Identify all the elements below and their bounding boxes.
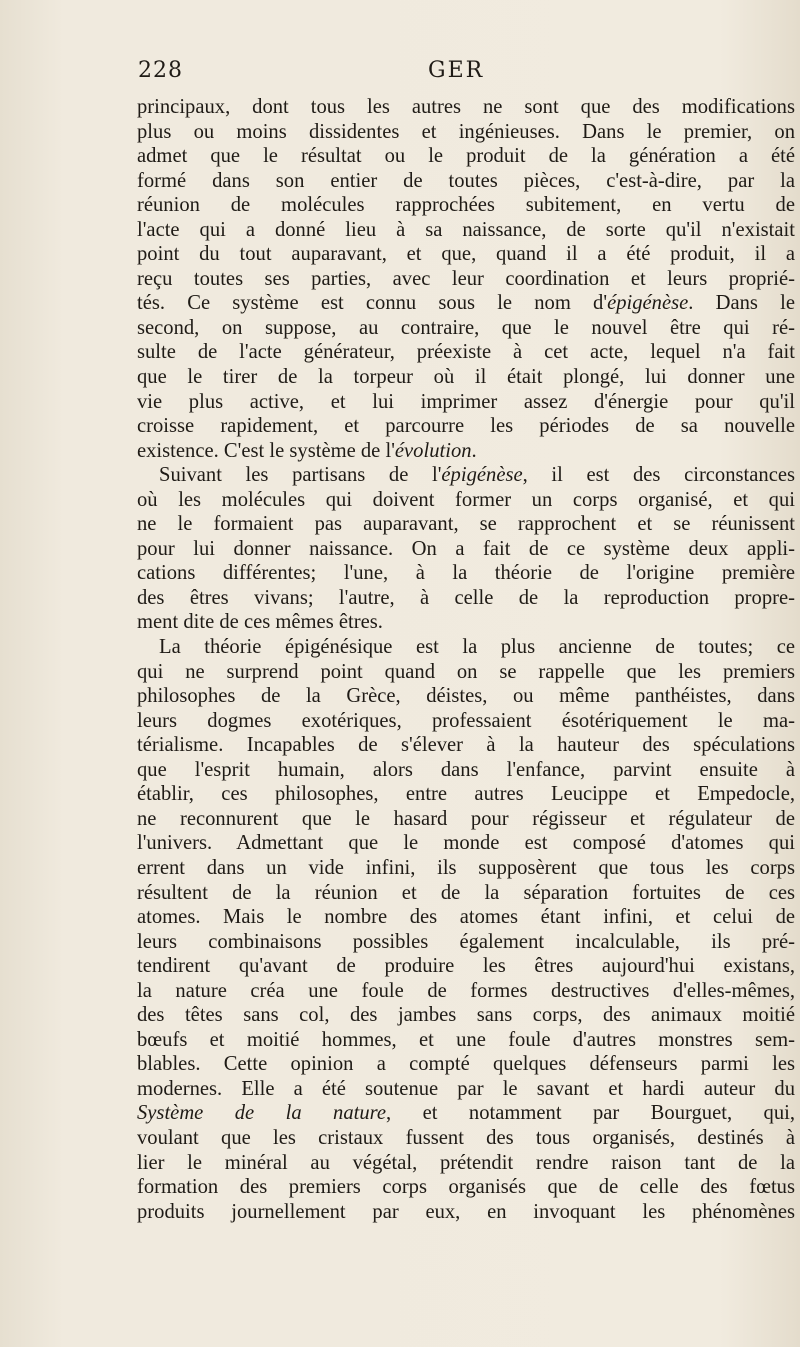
text-line: principaux, dont tous les autres ne sont que des modifications — [137, 96, 795, 118]
text-line: plus ou moins dissidentes et ingénieuses. Dans le premier, on — [137, 120, 795, 143]
text-line: qui ne surprend point quand on se rappelle que les premiers — [137, 660, 795, 683]
text-line: point du tout auparavant, et que, quand il a été produit, il a — [137, 243, 795, 266]
text-line: résultent de la réunion et de la séparation fortuites de ces — [137, 881, 795, 904]
text-line: philosophes de la Grèce, déistes, ou même panthéistes, dans — [137, 685, 795, 708]
text-line-paragraph-end: ment dite de ces mêmes êtres. — [137, 611, 383, 634]
text-line: croisse rapidement, et parcourre les périodes de sa nouvelle — [137, 415, 795, 438]
running-head: GER — [428, 58, 485, 83]
text-line: atomes. Mais le nombre des atomes étant infini, et celui de — [137, 906, 795, 929]
text-line-paragraph-start: Suivant les partisans de l'épigénèse, il est des circonstances — [159, 464, 795, 487]
text-line: produits journellement par eux, en invoquant les phénomènes — [137, 1200, 795, 1223]
text-line: formation des premiers corps organisés que de celle des fœtus — [137, 1176, 795, 1199]
text-line: tés. Ce système est connu sous le nom d'épigénèse. Dans le — [137, 292, 795, 315]
text-line: lier le minéral au végétal, prétendit rendre raison tant de la — [137, 1151, 795, 1174]
text-line: second, on suppose, au contraire, que le nouvel être qui ré- — [137, 316, 795, 339]
text-line: établir, ces philosophes, entre autres Leucippe et Empedocle, — [137, 783, 795, 806]
text-line: reçu toutes ses parties, avec leur coordination et leurs proprié- — [137, 267, 795, 290]
text-line: ne le formaient pas auparavant, se rapprochent et se réunissent — [137, 513, 795, 536]
text-line: modernes. Elle a été soutenue par le savant et hardi auteur du — [137, 1077, 795, 1100]
text-line: cations différentes; l'une, à la théorie de l'origine première — [137, 562, 795, 585]
text-line: leurs combinaisons possibles également incalculable, ils pré- — [137, 930, 795, 953]
text-line: errent dans un vide infini, ils supposèrent que tous les corps — [137, 856, 795, 879]
text-line: que l'esprit humain, alors dans l'enfance, parvint ensuite à — [137, 758, 795, 781]
text-line: où les molécules qui doivent former un corps organisé, et qui — [137, 488, 795, 511]
text-line: ne reconnurent que le hasard pour régisseur et régulateur de — [137, 807, 795, 830]
text-line: tendirent qu'avant de produire les êtres aujourd'hui existans, — [137, 955, 795, 978]
text-line: des têtes sans col, des jambes sans corps, des animaux moitié — [137, 1004, 795, 1027]
text-line: pour lui donner naissance. On a fait de ce système deux appli- — [137, 537, 795, 560]
text-line: réunion de molécules rapprochées subitement, en vertu de — [137, 194, 795, 217]
text-line: leurs dogmes exotériques, professaient ésotériquement le ma- — [137, 709, 795, 732]
text-line: que le tirer de la torpeur où il était plongé, lui donner une — [137, 366, 795, 389]
text-line: formé dans son entier de toutes pièces, c'est-à-dire, par la — [137, 169, 795, 192]
page-header — [138, 58, 760, 92]
text-line: blables. Cette opinion a compté quelques défenseurs parmi les — [137, 1053, 795, 1076]
text-line: vie plus active, et lui imprimer assez d'énergie pour qu'il — [137, 390, 795, 413]
text-line-paragraph-end: existence. C'est le système de l'évolution. — [137, 439, 477, 462]
text-line: des êtres vivans; l'autre, à celle de la reproduction propre- — [137, 586, 795, 609]
text-line: bœufs et moitié hommes, et une foule d'autres monstres sem- — [137, 1028, 795, 1051]
text-line: l'acte qui a donné lieu à sa naissance, de sorte qu'il n'existait — [137, 218, 795, 241]
body-text — [137, 95, 795, 1224]
text-line: térialisme. Incapables de s'élever à la hauteur des spéculations — [137, 734, 795, 757]
text-line: sulte de l'acte générateur, préexiste à cet acte, lequel n'a fait — [137, 341, 795, 364]
page-number: 228 — [138, 58, 183, 83]
text-line: l'univers. Admettant que le monde est composé d'atomes qui — [137, 832, 795, 855]
text-line: voulant que les cristaux fussent des tous organisés, destinés à — [137, 1126, 795, 1149]
text-line: admet que le résultat ou le produit de la génération a été — [137, 145, 795, 168]
text-line: la nature créa une foule de formes destructives d'elles-mêmes, — [137, 979, 795, 1002]
text-line-paragraph-start: La théorie épigénésique est la plus ancienne de toutes; ce — [159, 636, 795, 659]
text-line: Système de la nature, et notamment par Bourguet, qui, — [137, 1102, 795, 1125]
